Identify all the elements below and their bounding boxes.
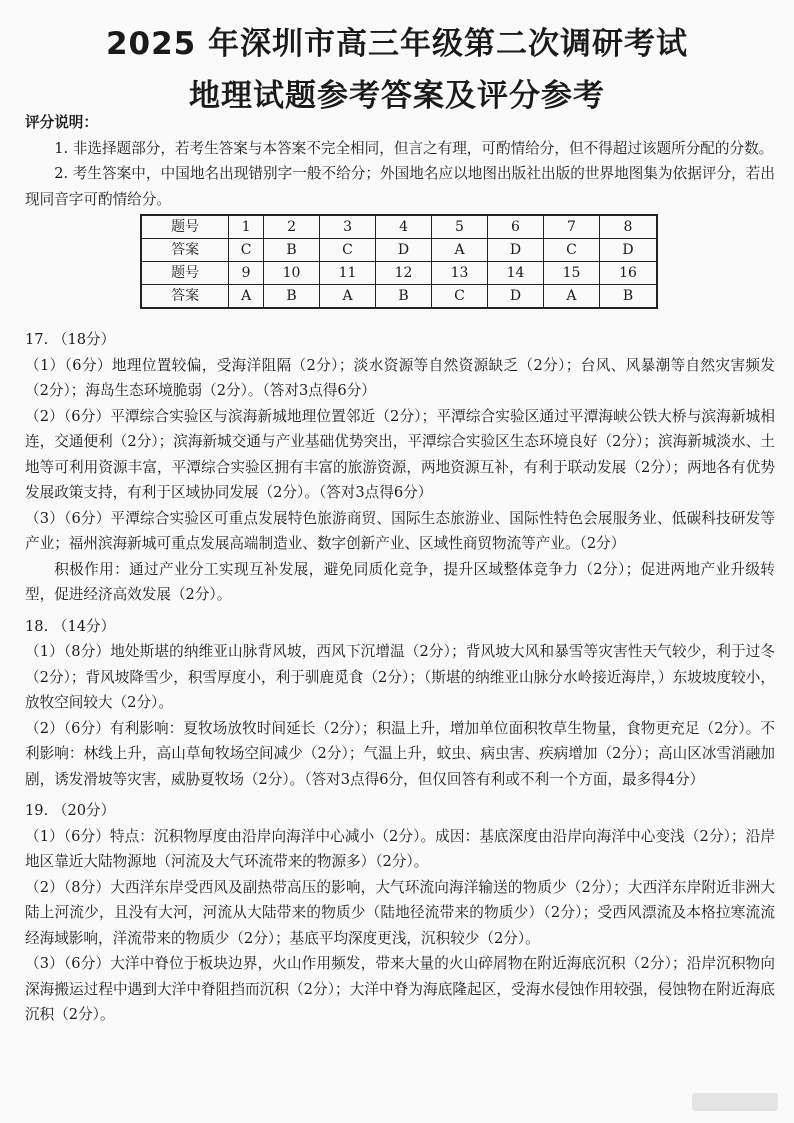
table-cell: A	[320, 285, 376, 309]
row-header-cell: 题号	[141, 262, 229, 285]
table-cell: 13	[432, 262, 488, 285]
table-cell: B	[264, 239, 320, 262]
table-cell: D	[488, 239, 544, 262]
watermark	[692, 1093, 778, 1111]
table-cell: 9	[229, 262, 264, 285]
table-cell: 2	[264, 215, 320, 239]
table-cell: 8	[599, 215, 657, 239]
table-row	[141, 215, 657, 239]
note-item: 2. 考生答案中，中国地名出现错别字一般不给分；外国地名应以地图出版社出版的世界地图集为依据评分，若出现同音字可酌情给分。	[25, 165, 775, 208]
question-heading: 18. （14分）	[25, 617, 116, 635]
table-cell: C	[432, 285, 488, 309]
table-cell: 6	[488, 215, 544, 239]
table-cell: 3	[320, 215, 376, 239]
question-19	[25, 798, 775, 1028]
table-cell: D	[488, 285, 544, 309]
answer-paragraph: （3）（6分）平潭综合实验区可重点发展特色旅游商贸、国际生态旅游业、国际性特色会展服务业、低碳科技研发等产业；福州滨海新城可重点发展高端制造业、数字创新产业、区域性商贸物流等产业。（2分）	[25, 509, 775, 552]
document-subtitle: 地理试题参考答案及评分参考	[189, 78, 605, 114]
table-cell: D	[599, 239, 657, 262]
question-heading: 19. （20分）	[25, 802, 116, 819]
question-17	[25, 327, 775, 608]
table-cell: 15	[543, 262, 599, 285]
note-item: 1. 非选择题部分，若考生答案与本答案不完全相同，但言之有理，可酌情给分，但不得超过该题所分配的分数。	[54, 139, 774, 157]
table-cell: 4	[376, 215, 432, 239]
table-cell: C	[320, 239, 376, 262]
answer-paragraph: （2）（6分）有利影响：夏牧场放牧时间延长（2分）；积温上升，增加单位面积牧草生物量，食物更充足（2分）。不利影响：林线上升，高山草甸牧场空间减少（2分）；气温上升，蚊虫、病虫害、疾病增加（2分）；高山区冰雪消融加剧，诱发滑坡等灾害，威胁夏牧场（2分）。（答对3点得6分，但仅回答有利或不利一个方面，最多得4分）	[25, 719, 775, 788]
question-heading: 17. （18分）	[25, 331, 116, 348]
table-cell: 1	[229, 215, 264, 239]
table-cell: A	[432, 239, 488, 262]
answer-paragraph: （1）（8分）地处斯堪的纳维亚山脉背风坡，西风下沉增温（2分）；背风坡大风和暴雪等灾害性天气较少，利于过冬（2分）；背风坡降雪少，积雪厚度小，利于驯鹿觅食（2分）；（斯堪的纳维亚山脉分水岭接近海岸，）东坡坡度较小，放牧空间较大（2分）。	[25, 643, 775, 711]
table-cell: B	[599, 285, 657, 309]
answer-paragraph: （3）（6分）大洋中脊位于板块边界，火山作用频发，带来大量的火山碎屑物在附近海底沉积（2分）；沿岸沉积物向深海搬运过程中遇到大洋中脊阻挡而沉积（2分）；大洋中脊为海底隆起区，受海水侵蚀作用较强，侵蚀物在附近海底沉积（2分）。	[25, 955, 775, 1023]
notes-heading: 评分说明：	[25, 114, 98, 131]
table-cell: C	[543, 239, 599, 262]
answer-paragraph: （1）（6分）地理位置较偏，受海洋阻隔（2分）；淡水资源等自然资源缺乏（2分）；台风、风暴潮等自然灾害频发（2分）；海岛生态环境脆弱（2分）。（答对3点得6分）	[25, 356, 775, 399]
answer-paragraph: （1）（6分）特点：沉积物厚度由沿岸向海洋中心减小（2分）。成因：基底深度由沿岸向海洋中心变浅（2分）；沿岸地区靠近大陆物源地（河流及大气环流带来的物源多）（2分）。	[25, 827, 775, 870]
row-header-cell: 答案	[141, 239, 229, 262]
table-cell: A	[229, 285, 264, 309]
table-cell: 12	[376, 262, 432, 285]
table-cell: D	[376, 239, 432, 262]
row-header-cell: 答案	[141, 285, 229, 309]
document-body	[25, 110, 775, 1028]
table-cell: 7	[543, 215, 599, 239]
table-cell: 14	[488, 262, 544, 285]
table-cell: C	[229, 239, 264, 262]
answer-table	[140, 214, 658, 309]
table-cell: B	[264, 285, 320, 309]
table-cell: 5	[432, 215, 488, 239]
answer-paragraph: （2）（6分）平潭综合实验区与滨海新城地理位置邻近（2分）；平潭综合实验区通过平潭海峡公铁大桥与滨海新城相连，交通便利（2分）；滨海新城交通与产业基础优势突出，平潭综合实验区生态环境良好（2分）；滨海新城淡水、土地等可利用资源丰富，平潭综合实验区拥有丰富的旅游资源，两地资源互补，有利于联动发展（2分）；两地各有优势发展政策支持，有利于区域协同发展（2分）。（答对3点得6分）	[25, 407, 775, 501]
question-18	[25, 614, 775, 793]
table-row	[141, 239, 657, 262]
questions	[25, 327, 775, 1028]
table-cell: 16	[599, 262, 657, 285]
table-cell: B	[376, 285, 432, 309]
answer-paragraph: （2）（8分）大西洋东岸受西风及副热带高压的影响，大气环流向海洋输送的物质少（2分）；大西洋东岸附近非洲大陆上河流少，且没有大河，河流从大陆带来的物质少（陆地径流带来的物质少）（2分）；受西风漂流及本格拉寒流流经海域影响，洋流带来的物质少（2分）；基底平均深度更浅，沉积较少（2分）。	[25, 878, 775, 947]
document-title: 2025 年深圳市高三年级第二次调研考试	[105, 26, 689, 62]
answer-paragraph: 积极作用：通过产业分工实现互补发展，避免同质化竞争，提升区域整体竞争力（2分）；促进两地产业升级转型，促进经济高效发展（2分）。	[25, 560, 775, 603]
table-row	[141, 262, 657, 285]
table-cell: A	[543, 285, 599, 309]
row-header-cell: 题号	[141, 215, 229, 239]
table-cell: 10	[264, 262, 320, 285]
table-cell: 11	[320, 262, 376, 285]
table-row	[141, 285, 657, 309]
